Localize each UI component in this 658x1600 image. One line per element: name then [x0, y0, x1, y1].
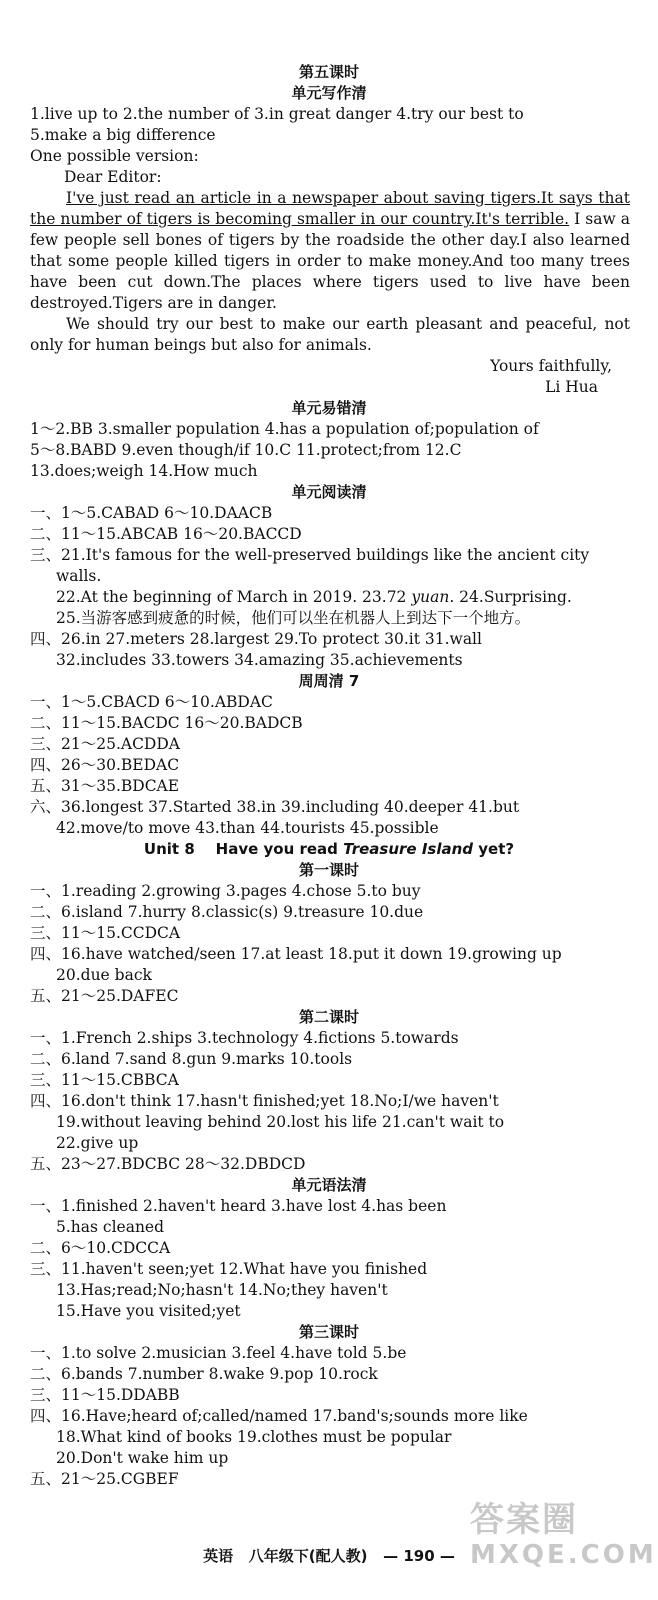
page-footer: 英语 八年级下(配人教) — 190 —	[203, 1547, 455, 1565]
lesson3-line-2: 二、6.bands 7.number 8.wake 9.pop 10.rock	[30, 1365, 378, 1383]
unit-heading-suffix: yet?	[473, 840, 515, 858]
lesson2-line-1: 一、1.French 2.ships 3.technology 4.fictions 5.towards	[30, 1029, 459, 1047]
grammar-heading: 单元语法清	[291, 1176, 367, 1194]
unit-heading	[0, 839, 658, 860]
reading-line-5-b: . 24.Surprising.	[449, 588, 572, 606]
weekly-line-6: 六、36.longest 37.Started 38.in 39.including 40.deeper 41.but	[30, 798, 520, 816]
lesson1-line-6: 五、21～25.DAFEC	[30, 987, 179, 1005]
grammar-line-4: 三、11.haven't seen;yet 12.What have you finished	[30, 1260, 428, 1278]
errors-heading: 单元易错清	[291, 399, 367, 417]
unit-book-title: Treasure Island	[343, 840, 474, 858]
lesson2-heading: 第二课时	[298, 1008, 359, 1026]
unit-heading-prefix: Unit 8 Have you read	[143, 840, 344, 858]
reading-yuan: yuan	[411, 588, 450, 606]
lesson1-line-3: 三、11～15.CCDCA	[30, 924, 181, 942]
lesson1-line-1: 一、1.reading 2.growing 3.pages 4.chose 5.to buy	[30, 882, 421, 900]
grammar-line-6: 15.Have you visited;yet	[56, 1302, 241, 1320]
lesson2-line-5: 19.without leaving behind 20.lost his life 21.can't wait to	[56, 1113, 505, 1131]
errors-line-1: 1～2.BB 3.smaller population 4.has a population of;population of	[30, 420, 539, 438]
writing-answers-1: 1.live up to 2.the number of 3.in great danger 4.try our best to	[30, 105, 524, 123]
watermark-text: 答案圈	[470, 1500, 578, 1540]
weekly-line-5: 五、31～35.BDCAE	[30, 777, 180, 795]
weekly-line-4: 四、26～30.BEDAC	[30, 756, 180, 774]
grammar-line-2: 5.has cleaned	[56, 1218, 165, 1236]
reading-line-7: 四、26.in 27.meters 28.largest 29.To protect 30.it 31.wall	[30, 630, 482, 648]
weekly-line-1: 一、1～5.CBACD 6～10.ABDAC	[30, 693, 273, 711]
weekly-line-2: 二、11～15.BACDC 16～20.BADCB	[30, 714, 303, 732]
grammar-line-5: 13.Has;read;No;hasn't 14.No;they haven't	[56, 1281, 388, 1299]
essay-paragraph-2: We should try our best to make our earth pleasant and peaceful, not only for human beings but also for animals.	[30, 315, 630, 354]
lesson1-line-5: 20.due back	[56, 966, 152, 984]
essay-paragraph-1-rest: I saw a few people sell bones of tigers by the roadside the other day.I also learned that some people killed tigers in order to make money.And too many trees have been cut down.The places where tigers used to live have been destroyed.Tigers are in danger.	[30, 210, 630, 312]
essay-underlined-text: I've just read an article in a newspaper about saving tigers.It says that the number of tigers is becoming smaller in our country.It's terrible.	[30, 189, 630, 228]
reading-line-5-a: 22.At the beginning of March in 2019. 23.72	[56, 588, 412, 606]
lesson3-line-4: 四、16.Have;heard of;called/named 17.band's;sounds more like	[30, 1407, 528, 1425]
lesson2-line-3: 三、11～15.CBBCA	[30, 1071, 179, 1089]
weekly-line-3: 三、21～25.ACDDA	[30, 735, 180, 753]
reading-line-4: walls.	[56, 567, 102, 585]
essay-paragraph-1	[0, 188, 658, 314]
writing-answers-2: 5.make a big difference	[30, 126, 216, 144]
lesson1-line-4: 四、16.have watched/seen 17.at least 18.put it down 19.growing up	[30, 945, 562, 963]
reading-line-8: 32.includes 33.towers 34.amazing 35.achievements	[56, 651, 463, 669]
weekly-line-7: 42.move/to move 43.than 44.tourists 45.possible	[56, 819, 439, 837]
lesson5-heading: 第五课时	[298, 63, 359, 81]
watermark-logo	[470, 1500, 657, 1590]
grammar-line-1: 一、1.finished 2.haven't heard 3.have lost 4.has been	[30, 1197, 447, 1215]
errors-line-3: 13.does;weigh 14.How much	[30, 462, 258, 480]
reading-line-2: 二、11～15.ABCAB 16～20.BACCD	[30, 525, 302, 543]
reading-line-6: 25.当游客感到疲惫的时候，他们可以坐在机器人上到达下一个地方。	[56, 609, 531, 627]
answer-page	[0, 62, 658, 1490]
lesson3-line-6: 20.Don't wake him up	[56, 1449, 229, 1467]
lesson3-line-1: 一、1.to solve 2.musician 3.feel 4.have told 5.be	[30, 1344, 407, 1362]
reading-heading: 单元阅读清	[291, 483, 367, 501]
lesson2-line-6: 22.give up	[56, 1134, 139, 1152]
reading-line-1: 一、1～5.CABAD 6～10.DAACB	[30, 504, 273, 522]
watermark-url: MXQE.COM	[470, 1540, 657, 1570]
lesson1-line-2: 二、6.island 7.hurry 8.classic(s) 9.treasure 10.due	[30, 903, 424, 921]
lesson2-line-7: 五、23～27.BDCBC 28～32.DBDCD	[30, 1155, 306, 1173]
lesson3-heading: 第三课时	[298, 1323, 359, 1341]
writing-heading: 单元写作清	[291, 84, 367, 102]
grammar-line-3: 二、6～10.CDCCA	[30, 1239, 171, 1257]
reading-line-5	[0, 587, 658, 608]
essay-closing: Yours faithfully,	[490, 357, 612, 375]
lesson3-line-3: 三、11～15.DDABB	[30, 1386, 180, 1404]
weekly-heading: 周周清 7	[298, 672, 360, 690]
essay-intro: One possible version:	[30, 147, 199, 165]
reading-line-3: 三、21.It's famous for the well-preserved buildings like the ancient city	[30, 546, 590, 564]
essay-salutation: Dear Editor:	[64, 168, 162, 186]
lesson3-line-5: 18.What kind of books 19.clothes must be popular	[56, 1428, 452, 1446]
essay-signature: Li Hua	[545, 378, 598, 396]
lesson1-heading: 第一课时	[298, 861, 359, 879]
lesson2-line-2: 二、6.land 7.sand 8.gun 9.marks 10.tools	[30, 1050, 353, 1068]
lesson2-line-4: 四、16.don't think 17.hasn't finished;yet 18.No;I/we haven't	[30, 1092, 499, 1110]
errors-line-2: 5～8.BABD 9.even though/if 10.C 11.protect;from 12.C	[30, 441, 462, 459]
lesson3-line-7: 五、21～25.CGBEF	[30, 1470, 179, 1488]
